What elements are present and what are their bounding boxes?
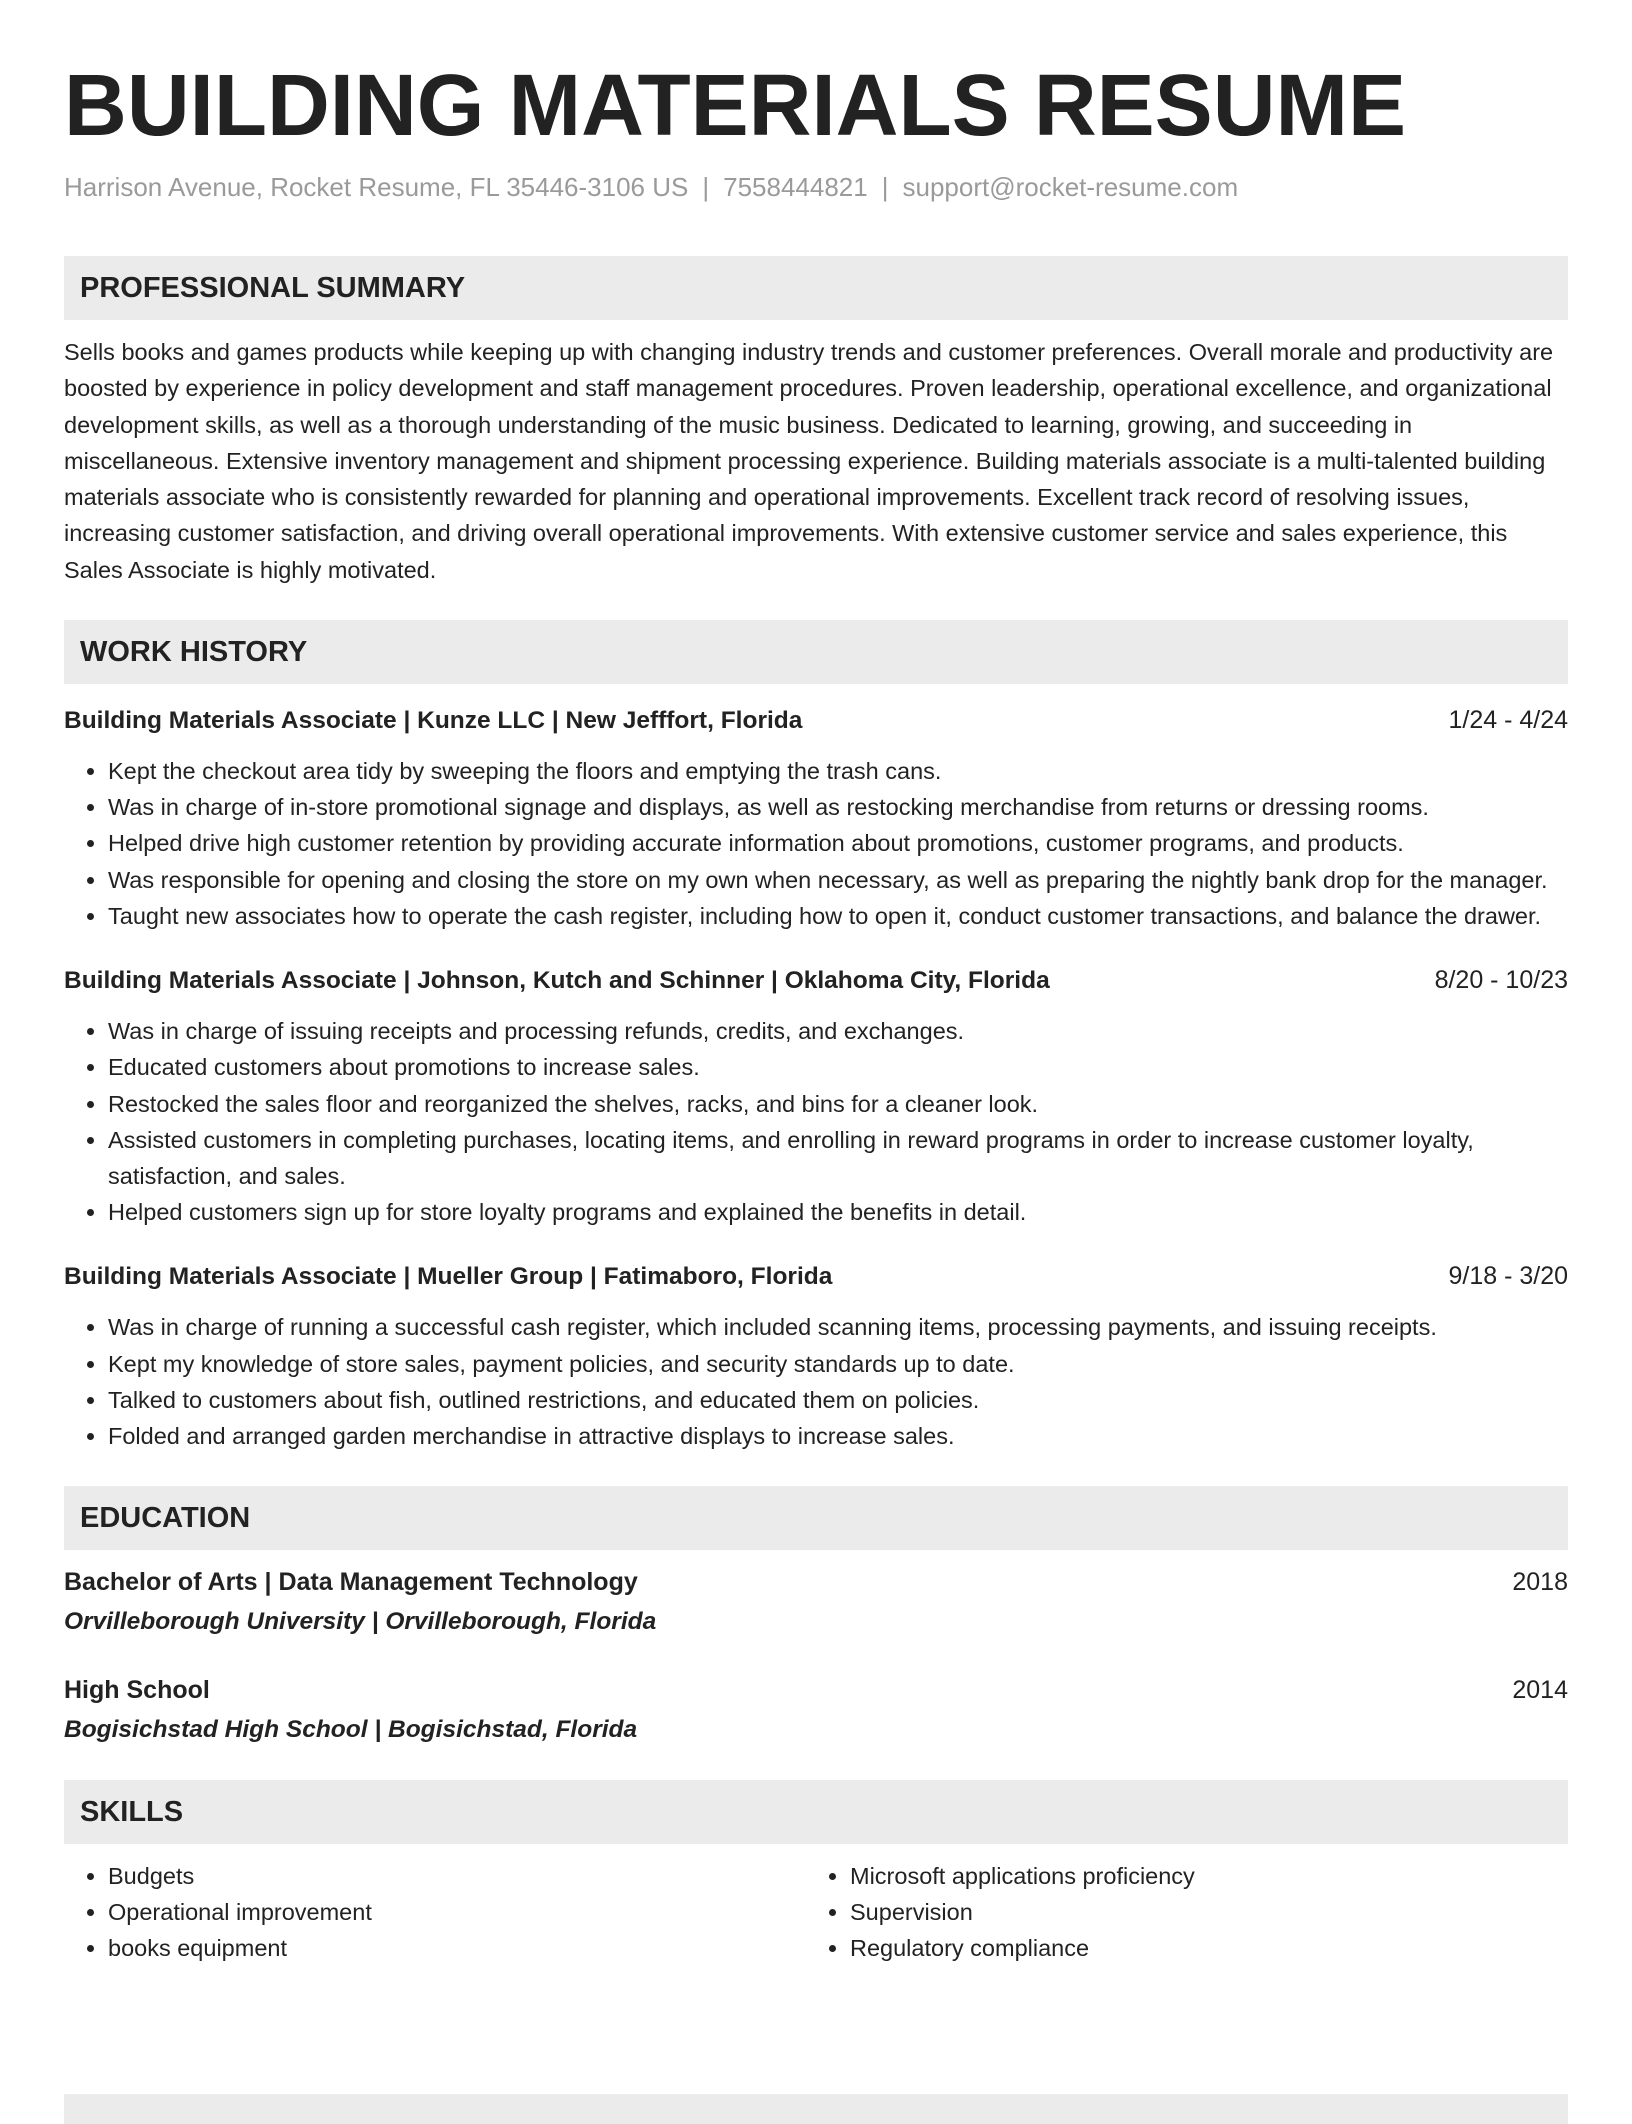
job-bullets	[64, 1309, 1568, 1454]
job-bullet: • Folded and arranged garden merchandise in attractive displays to increase sales.	[108, 1418, 1568, 1454]
education-year: 2018	[1512, 1568, 1568, 1597]
skill-item: • books equipment	[108, 1930, 806, 1966]
job-bullet: • Helped customers sign up for store loyalty programs and explained the benefits in detail.	[108, 1194, 1568, 1230]
skills-column-right	[806, 1858, 1548, 1966]
contact-email[interactable]: support@rocket-resume.com	[902, 172, 1239, 202]
education-header	[64, 1564, 1568, 1600]
skill-item: • Regulatory compliance	[850, 1930, 1548, 1966]
section-header-work-history: WORK HISTORY	[64, 620, 1568, 684]
job-header	[64, 962, 1568, 999]
education-school: Bogisichstad High School | Bogisichstad, Florida	[64, 1716, 638, 1744]
next-section-header-bar	[64, 2094, 1568, 2124]
job-title: Building Materials Associate | Mueller Group | Fatimaboro, Florida	[64, 1263, 833, 1291]
job-bullet: • Restocked the sales floor and reorganized the shelves, racks, and bins for a cleaner look.	[108, 1086, 1568, 1122]
section-header-summary: PROFESSIONAL SUMMARY	[64, 256, 1568, 320]
skill-item: • Microsoft applications proficiency	[850, 1858, 1548, 1894]
job-bullet: • Kept my knowledge of store sales, payment policies, and security standards up to date.	[108, 1346, 1568, 1382]
job-bullet: • Was in charge of running a successful cash register, which included scanning items, processing payments, and issuing receipts.	[108, 1309, 1568, 1345]
job-dates: 1/24 - 4/24	[1448, 706, 1568, 735]
resume-page	[64, 56, 1568, 1966]
job-bullet: • Talked to customers about fish, outlined restrictions, and educated them on policies.	[108, 1382, 1568, 1418]
job-bullet: • Helped drive high customer retention by providing accurate information about promotions, customer programs, and products.	[108, 825, 1568, 861]
job-title: Building Materials Associate | Johnson, Kutch and Schinner | Oklahoma City, Florida	[64, 967, 1050, 995]
contact-line	[64, 170, 1568, 204]
summary-text: Sells books and games products while keeping up with changing industry trends and customer preferences. Overall morale and productivity are boosted by experience in policy development and staff management procedures. Proven leadership, operational excellence, and organizational development skills, as well as a thorough understanding of the music business. Dedicated to learning, growing, and succeeding in miscellaneous. Extensive inventory management and shipment processing experience. Building materials associate is a multi-talented building materials associate who is consistently rewarded for planning and operational improvements. Excellent track record of resolving issues, increasing customer satisfaction, and driving overall operational improvements. With extensive customer service and sales experience, this Sales Associate is highly motivated.	[64, 339, 1554, 583]
job-title: Building Materials Associate | Kunze LLC | New Jefffort, Florida	[64, 707, 803, 735]
education-year: 2014	[1512, 1676, 1568, 1705]
job-entry	[64, 1258, 1568, 1454]
education-entry	[64, 1564, 1568, 1640]
job-bullets	[64, 1013, 1568, 1230]
skill-item: • Budgets	[108, 1858, 806, 1894]
contact-separator: |	[702, 172, 710, 202]
section-header-skills: SKILLS	[64, 1780, 1568, 1844]
education-degree: Bachelor of Arts | Data Management Technology	[64, 1568, 638, 1597]
education-entry	[64, 1672, 1568, 1748]
skills-column-left	[64, 1858, 806, 1966]
job-entry	[64, 702, 1568, 934]
job-dates: 8/20 - 10/23	[1434, 966, 1568, 995]
resume-title: BUILDING MATERIALS RESUME	[64, 57, 1407, 154]
contact-phone: 7558444821	[723, 172, 868, 202]
skill-item: • Supervision	[850, 1894, 1548, 1930]
job-bullet: • Educated customers about promotions to increase sales.	[108, 1049, 1568, 1085]
job-bullets	[64, 753, 1568, 934]
job-entry	[64, 962, 1568, 1230]
job-bullet: • Kept the checkout area tidy by sweeping the floors and emptying the trash cans.	[108, 753, 1568, 789]
contact-separator: |	[881, 172, 889, 202]
job-dates: 9/18 - 3/20	[1448, 1262, 1568, 1291]
job-bullet: • Assisted customers in completing purchases, locating items, and enrolling in reward programs in order to increase customer loyalty, satisfaction, and sales.	[108, 1122, 1568, 1194]
skills-list	[64, 1858, 1568, 1966]
job-bullet: • Was responsible for opening and closing the store on my own when necessary, as well as preparing the nightly bank drop for the manager.	[108, 862, 1568, 898]
contact-address: Harrison Avenue, Rocket Resume, FL 35446-3106 US	[64, 172, 689, 202]
education-degree: High School	[64, 1676, 210, 1705]
job-header	[64, 702, 1568, 739]
education-header	[64, 1672, 1568, 1708]
job-bullet: • Was in charge of in-store promotional signage and displays, as well as restocking merchandise from returns or dressing rooms.	[108, 789, 1568, 825]
section-header-education: EDUCATION	[64, 1486, 1568, 1550]
job-bullet: • Was in charge of issuing receipts and processing refunds, credits, and exchanges.	[108, 1013, 1568, 1049]
job-header	[64, 1258, 1568, 1295]
skill-item: • Operational improvement	[108, 1894, 806, 1930]
job-bullet: • Taught new associates how to operate the cash register, including how to open it, conduct customer transactions, and balance the drawer.	[108, 898, 1568, 934]
education-school: Orvilleborough University | Orvilleborough, Florida	[64, 1608, 657, 1636]
